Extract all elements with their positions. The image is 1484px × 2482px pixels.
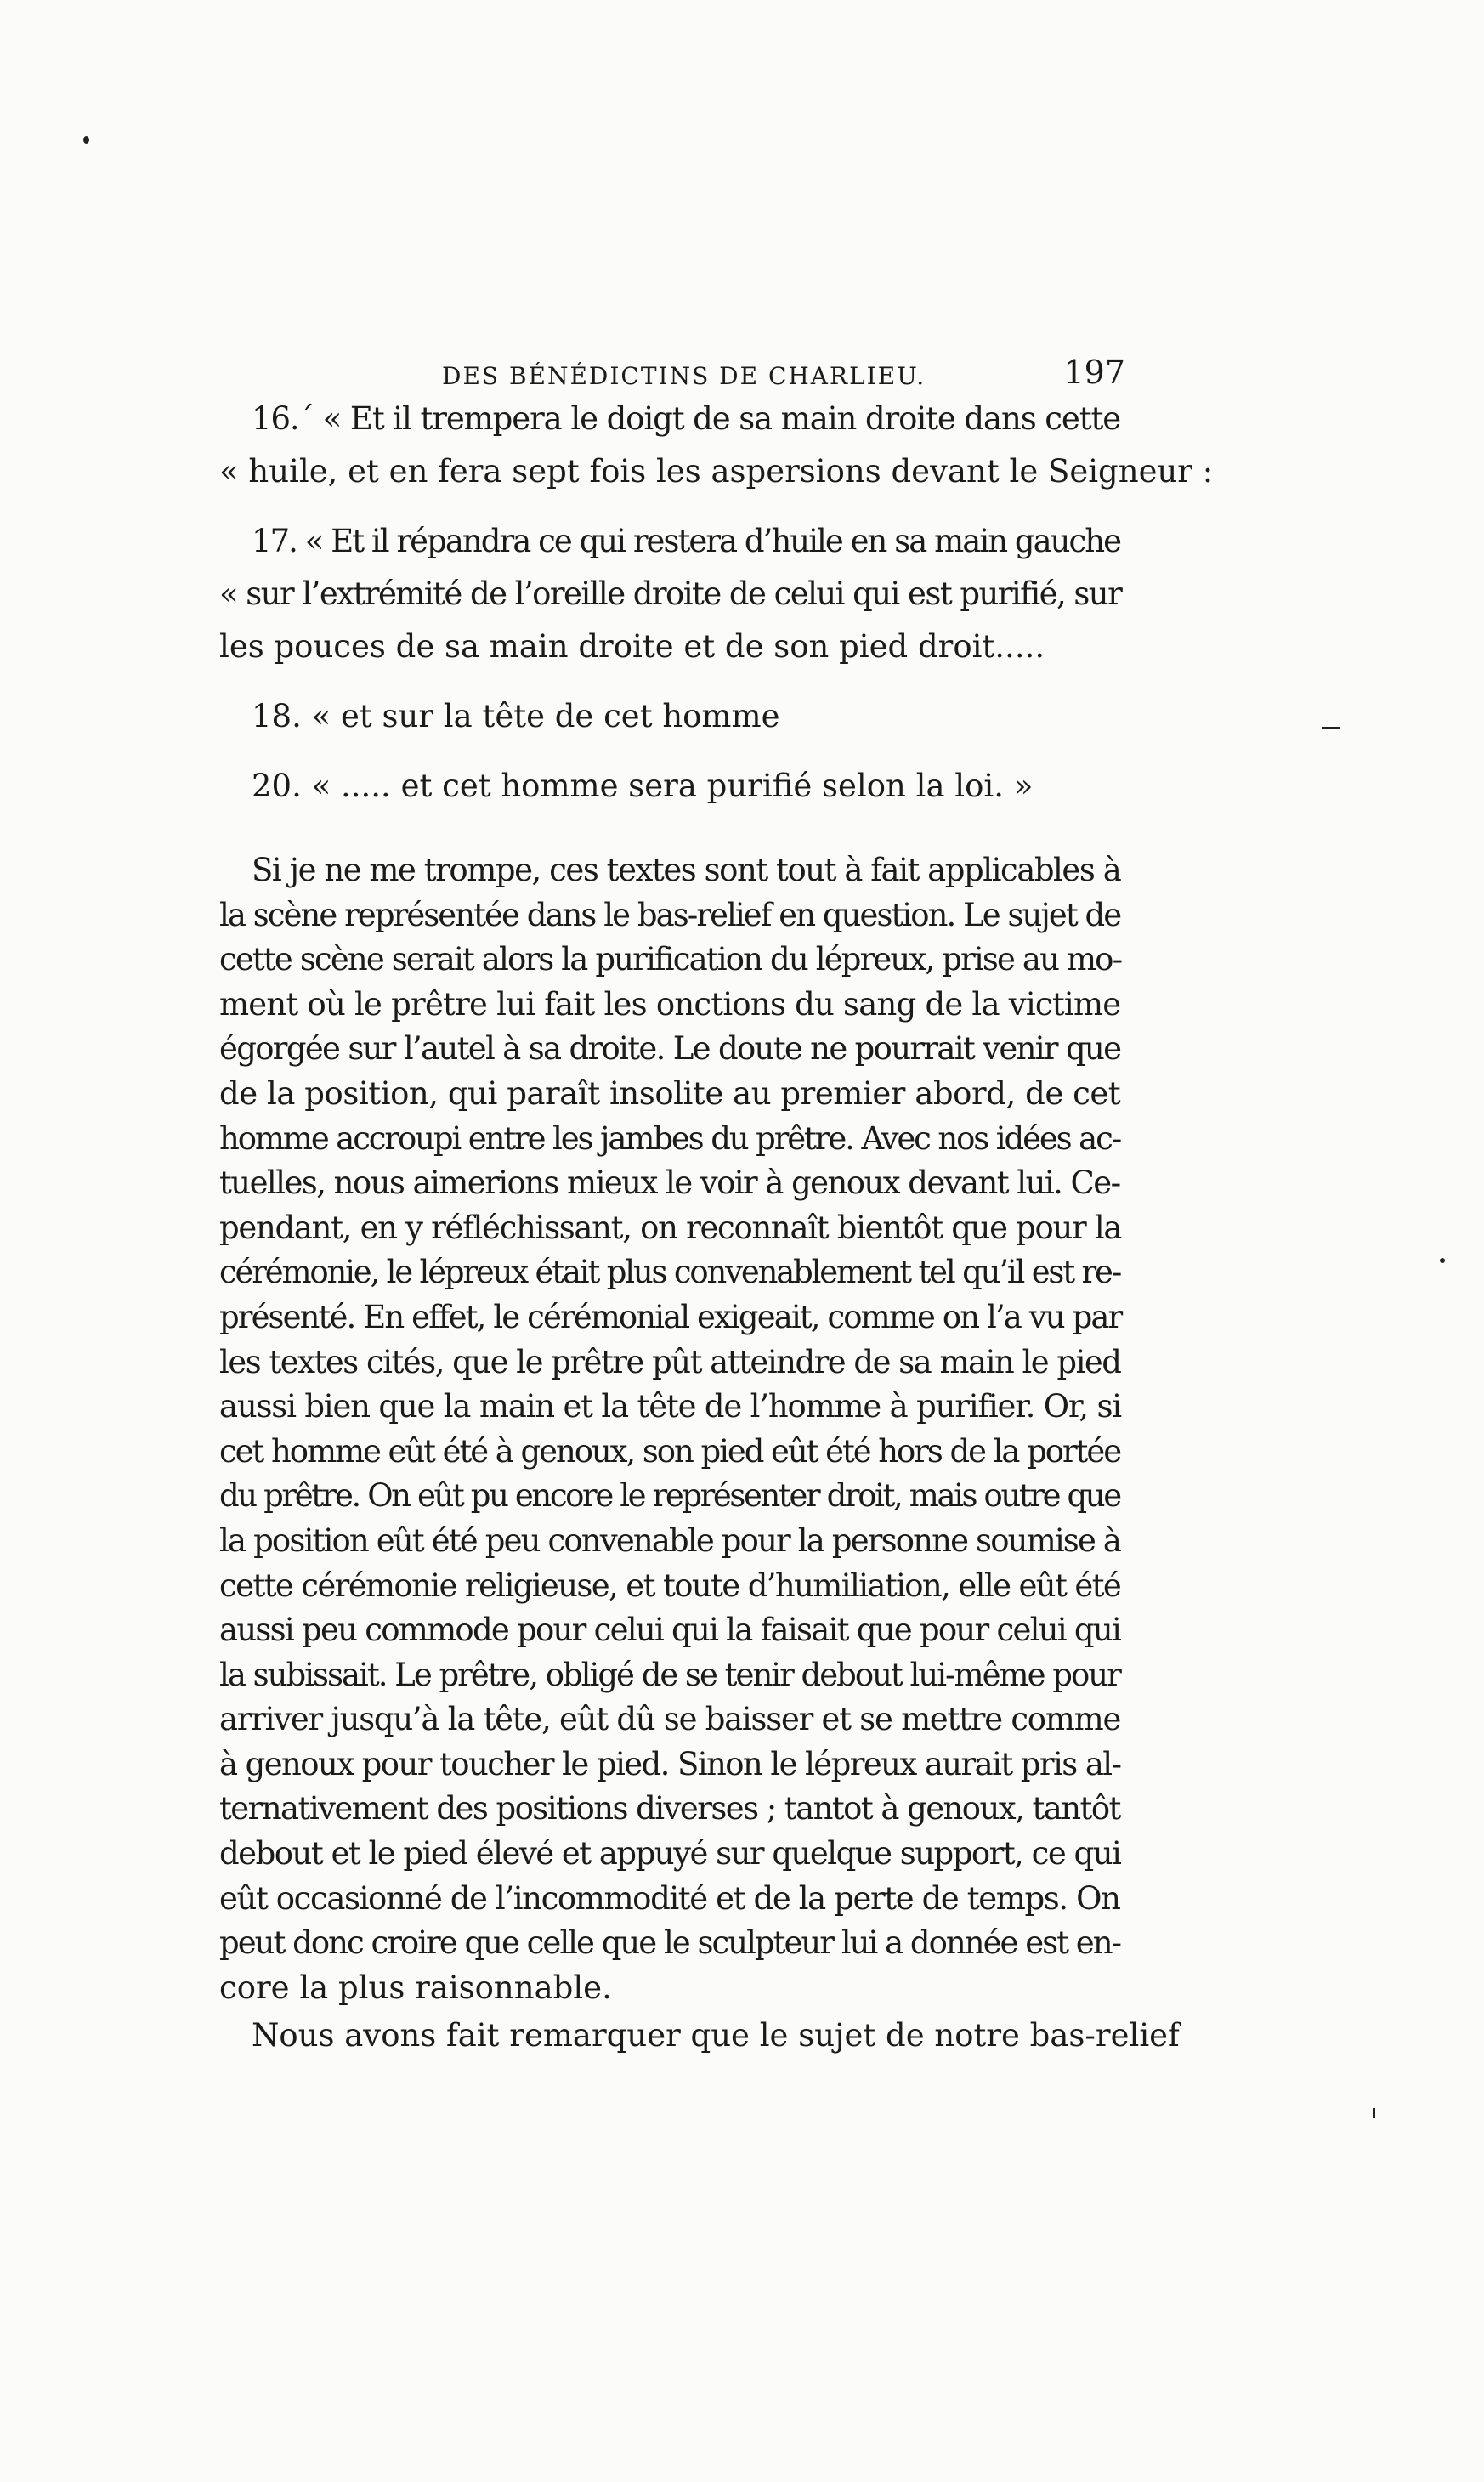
paragraph-line: cette cérémonie religieuse, et toute d’humiliation, elle eût été [219,1567,1121,1604]
paragraph-line: cet homme eût été à genoux, son pied eût été hors de la portée [219,1432,1121,1470]
paragraph-line: la subissait. Le prêtre, obligé de se tenir debout lui-même pour [219,1656,1120,1693]
paragraph-line: aussi peu commode pour celui qui la faisait que pour celui qui [219,1612,1121,1649]
verse-line: 16.´ « Et il trempera le doigt de sa main droite dans cette [252,400,1121,437]
paragraph-line: pendant, en y réfléchissant, on reconnaît bientôt que pour la [219,1209,1122,1246]
verse-line: 17. « Et il répandra ce qui restera d’huile en sa main gauche [252,523,1121,559]
verse-20 [219,760,1120,813]
running-head [219,347,1125,398]
scan-speck [1440,1258,1445,1263]
paragraph-line: eût occasionné de l’incommodité et de la perte de temps. On [219,1879,1120,1917]
paragraph-line: la scène représentée dans le bas-relief en question. Le sujet de [219,896,1121,933]
paragraph-line: core la plus raisonnable. [219,1969,612,2006]
paragraph-line: tuelles, nous aimerions mieux le voir à genoux devant lui. Ce- [219,1164,1120,1202]
paragraph-line: la position eût été peu convenable pour la personne soumise à [219,1522,1121,1559]
paragraph-line: égorgée sur l’autel à sa droite. Le doute ne pourrait venir que [219,1030,1121,1068]
paragraph-line: de la position, qui paraît insolite au premier abord, de cet [219,1074,1121,1112]
paragraph-line: Si je ne me trompe, ces textes sont tout à fait applicables à [252,852,1121,888]
scan-speck [1322,727,1340,729]
paragraph-line: debout et le pied élevé et appuyé sur quelque support, ce qui [219,1835,1121,1873]
verse-line: « huile, et en fera sept fois les aspersions devant le Seigneur : [219,453,1214,490]
book-page [219,347,1214,2059]
paragraph-line: les textes cités, que le prêtre pût atteindre de sa main le pied [219,1343,1121,1380]
paragraph-line: Nous avons fait remarquer que le sujet de notre bas-relief [252,2017,1180,2054]
paragraph-line: aussi bien que la main et la tête de l’homme à purifier. Or, si [219,1388,1121,1425]
paragraph-line: cérémonie, le lépreux était plus convenablement tel qu’il est re- [219,1254,1121,1291]
paragraph-line: cette scène serait alors la purification du lépreux, prise au mo- [219,941,1122,978]
paragraph-line: présenté. En effet, le cérémonial exigeait, comme on l’a vu par [219,1298,1122,1335]
paragraph-line: ment où le prêtre lui fait les onctions du sang de la victime [219,985,1121,1023]
page-number: 197 [1063,354,1125,391]
body-paragraph [219,848,1120,2010]
paragraph-line: ternativement des positions diverses ; tantot à genoux, tantôt [219,1790,1120,1828]
verse-line: 20. « ..... et cet homme sera purifié selon la loi. » [252,768,1034,804]
paragraph-line: du prêtre. On eût pu encore le représenter droit, mais outre que [219,1477,1120,1515]
verse-line: 18. « et sur la tête de cet homme [252,698,780,734]
paragraph-line: homme accroupi entre les jambes du prêtre. Avec nos idées ac- [219,1119,1121,1157]
scan-speck [1373,2108,1375,2118]
verse-line: les pouces de sa main droite et de son pied droit..... [219,628,1045,665]
scan-speck [83,136,89,144]
verse-16 [219,393,1214,498]
paragraph-line: arriver jusqu’à la tête, eût dû se baisser et se mettre comme [219,1701,1121,1738]
verse-18 [219,690,1120,743]
verse-line: « sur l’extrémité de l’oreille droite de celui qui est purifié, sur [219,575,1122,612]
paragraph-line: à genoux pour toucher le pied. Sinon le lépreux aurait pris al- [219,1745,1121,1782]
verse-17 [219,515,1120,673]
paragraph-line: peut donc croire que celle que le sculpteur lui a donnée est en- [219,1924,1121,1962]
last-paragraph [219,2014,1180,2059]
running-title: DES BÉNÉDICTINS DE CHARLIEU. [442,362,926,390]
